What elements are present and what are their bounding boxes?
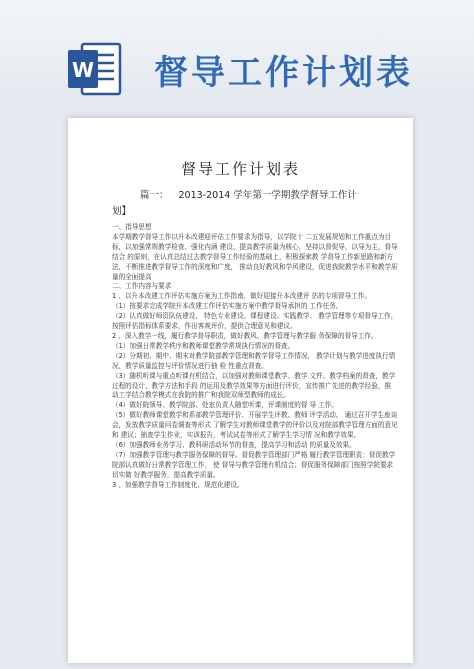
document-subtitle xyxy=(112,188,397,220)
paragraph: 二、工作内容与要求 xyxy=(112,282,172,291)
banner-title: 督导工作计划表 xyxy=(154,53,413,93)
document-body xyxy=(112,223,398,490)
paragraph: （7）加强教学管理与教学服务保障的督导。督促教学管理部门严格 履行教学管理职责：督促教学院部认真做好日常教学管理工作， 使 督导与教学管理有机结合；督促服务保障部门按照学院要求切实做 好教学服务，提高教学质量。 xyxy=(112,450,396,479)
paragraph: （3）随机听课与重点听课有机结合，以加强对教师课堂教学、教学 文件、教学档案的督查，教学过程的设计、教学方法和手段 的运用及教学效果等方面进行评价，宣传推广先进的教学经验，推 动工学结合教学模式在我院的推广和我院双师型教师的成长。 xyxy=(112,371,396,400)
document-title: 督导工作计划表 xyxy=(180,160,300,178)
subtitle-end: 划】 xyxy=(112,206,132,217)
paragraph: （1）加强日常教学秩序和教师课堂教学常规执行情况的督查。 xyxy=(112,341,295,350)
paragraph: 本学期教学督导工作以升本改建迎评估工作要求为指导，以学院十 二五发展规划和工作重点为目标，以加强常规教学检查、强化内涵 建设、提高教学质量为核心，坚持以督促导，以导为主，督导结合 的原则，在认真总结过去教学督导工作经验的基础上，积极探索教 学督导工作新思路和新方法，不断推进教学督导工作的深度和广度， 推动良好教风和学风建设，促进我院教学水平和教学质量的全面提高 xyxy=(112,232,398,281)
paragraph: 1 、以升本改建工作评估实施方案为工作指南，做好迎接升本改建评 估的专项督导工作。 xyxy=(112,292,371,301)
paragraph: 3 、加强教学督导工作制度化、规范化建设。 xyxy=(112,480,244,489)
paragraph: （1）按要求完成学院升本改建工作评估实施方案中教学督导承担的 工作任务。 xyxy=(112,302,343,311)
paragraph: （5）做好教师课堂教学和系部教学管理评价、开展学生评教、教师 评学活动。 通过召开学生座谈会，发放教学质量问卷调查等形式 了解学生对教师课堂教学的评价以及对院部教学管理方面的意见和 建议；抽查学生作业，实训报告，考试试卷等形式了解学生学习情 况和教学效果。 xyxy=(112,411,398,440)
paragraph: （2）分期初、期中、期末对教学院部教学管理和教学督导工作情况、 教学计划与教学进度执行情况，教学质量监控与评价情况进行抽 检 性重点督查。 xyxy=(112,351,396,370)
paragraph: 2 、深入教学一线，履行教学督导职责，做好教风、教学管理与教学服 务保障的督导工作。 xyxy=(112,331,378,340)
paragraph: 一、指导思想 xyxy=(112,223,152,231)
subtitle-main: 2013-2014 学年第一学期教学督导工作计 xyxy=(178,190,357,201)
paragraph: （2）认真做好师资队伍建设、 特色专业建设、课程建设、实践教学、 教学管理等专项督导工作，按照评估指标体系要求，作出客观评价，提供合理意见和建议。 xyxy=(112,312,398,331)
svg-text:W: W xyxy=(71,58,95,82)
paragraph: （4）做好院领导、教学院部、处室负责人随堂听课，评课制度的督 导 工作。 xyxy=(112,401,338,410)
document-page xyxy=(68,118,413,663)
paragraph: （6）加强教师业务学习、教科研活动环节的督查，提高学习和活动 的质量及效果。 xyxy=(112,440,356,449)
word-doc-icon xyxy=(66,40,124,98)
subtitle-prefix: 篇一： xyxy=(140,190,169,201)
banner xyxy=(0,0,474,110)
